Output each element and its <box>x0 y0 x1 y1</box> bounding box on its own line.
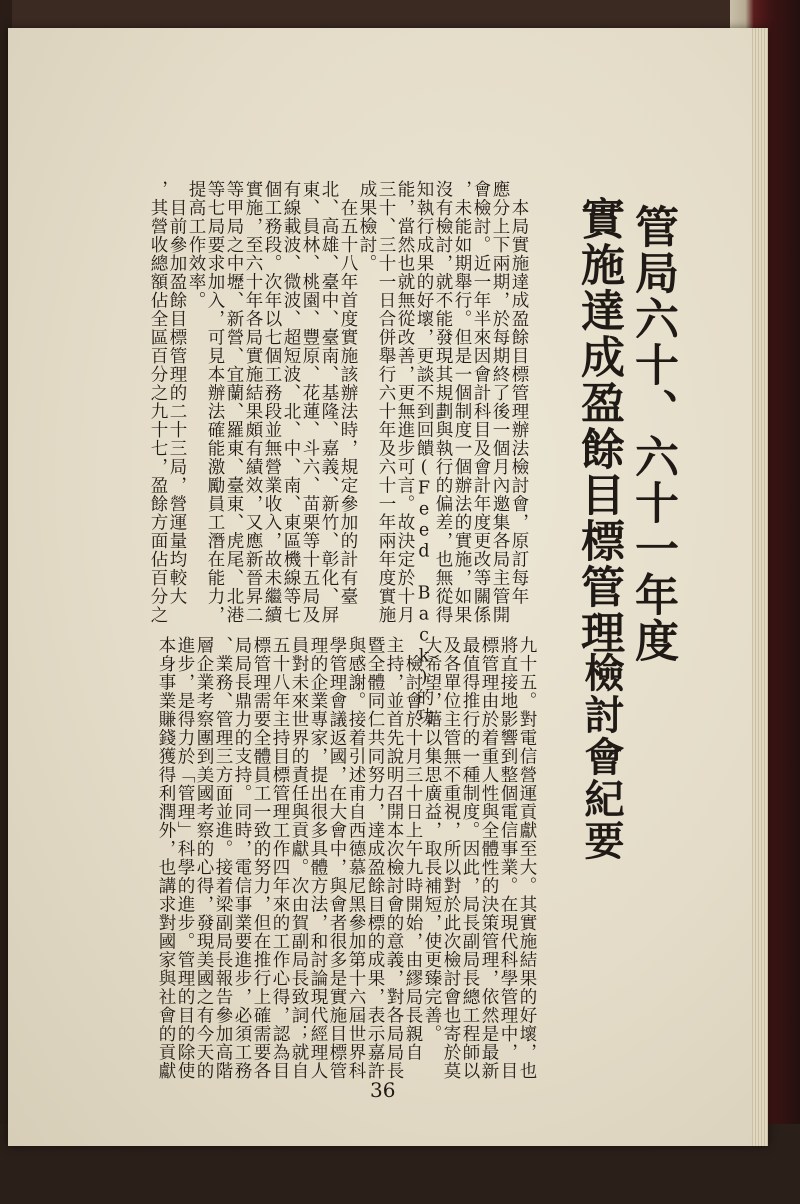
title-line-2: 實施達成盈餘目標管理 <box>573 196 624 656</box>
page-stack-edge <box>752 28 768 1146</box>
title-line-2-continued: 檢討會紀要 <box>578 652 624 862</box>
body-text-top-section: 本局實施達成盈餘目標管理辦法檢討會，原訂每年 應分上下兩期，於每期終了後一個月內邀集各局主管開 會檢討。近一年半來因會計科目及會計年度更改等關係 ，未能如期舉行。但是一個制度一個辦法的實施，如果 沒有檢討，就不能發現其規劃與執行的偏差，也無從得 知執行成果的好壞，更談不到回饋(Feed 能，當然也就無從改善，更無進步可言。故決定於十月 三十、三十一日合併舉行六十年及六十一年兩年度實施 成果檢討。 在五十八年首度實施該辦法時，規定參加的計有臺 北、高雄、臺中、臺南、基隆、嘉義、新竹、彰化、屏 東、員林、桃園、豐原、花蓮、斗六、苗栗等十五局及 有線載波、微波、超短波、北、中、南、東區機線等七 個工務段。次年以七個工務段並無營業收入，故未繼續 實施，至六十年各局實施結果頗有績效，又應新晉昇二 等甲局之中壢、新營、宜蘭、羅東、臺東、虎尾、北港 等七局要求加入，可見本辦法確能激勵員工潛在能力， 提高工作效率。 目前參加盈餘目標管理的二十三局，營運量均較大 ，其營收總額佔全區百分之九十七，盈餘方面佔百分之 <box>148 180 529 624</box>
title-line-1: 管局六十、六十一年度 <box>627 204 678 664</box>
page-number: 36 <box>370 1078 396 1102</box>
body-text-bottom-section: 九十五。對電信營運貢獻至大。其實施結果的好壞，也 將直接地影響到整個電信事業。在現代科學管理中，目 標管理由於着重人性與全體性的決策管理，依然是最新 最值得推行的一種制度。因此，局長副局長總工程師以 及各單位主管無不重視，所以對於此次檢討會也寄於莫 大希望，藉以集思廣益，取長補短，使更臻完善。 檢討會於十月三十日上午九時開始，由繆局長親自 主持，並首先說明召開本次檢討會的意義，對各局局長 暨全體同仁共同努力，達成盈餘目標的成果，表示嘉許 與感謝。接着引述甫自西德慕尼黑參加第十六屆世界科 學管理會議返國，在大會中，與會者很多是實施目標管 理的企業專家，提出很多具體方法，和討論現代經理人 員對未來世界的責任與貢獻。次由賀副局長致詞；就自 五十八年主持目標管理工作四年來的工作心得，認為目 標管理需要全體員工一致的努力，但在推行上確需要各 局局長鼎力的支持。同時，電信事業要進步，必須工務 、業務、管理三方面並進。接着梁副局長報告參加高階 層企業考察團到美國考察的心得，發現美國之有今天的 進步，是得力於「管理」科學的進步。管理的目的除使 本身事業賺錢獲得利潤外，也講求對國家與社會的貢獻 <box>156 636 537 1080</box>
